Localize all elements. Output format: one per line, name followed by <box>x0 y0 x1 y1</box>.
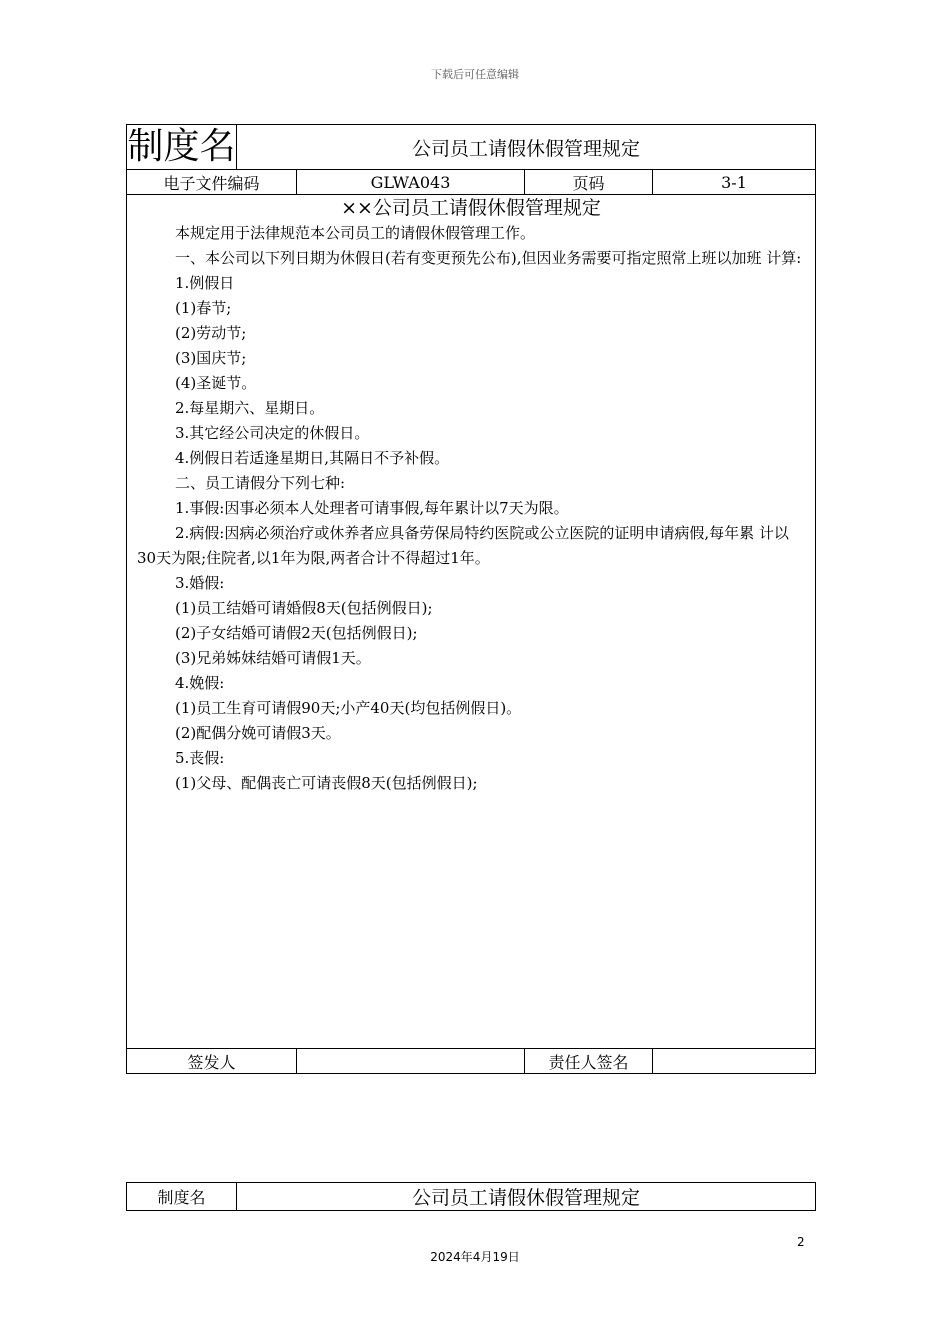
list-item: 1.例假日 <box>175 274 235 292</box>
regulation-name-label: 制度名 <box>127 125 237 170</box>
list-item: 3.其它经公司决定的休假日。 <box>175 424 370 442</box>
footer-name-label: 制度名 <box>127 1183 237 1211</box>
list-item: (1)员工结婚可请婚假8天(包括例假日); <box>175 599 433 617</box>
list-item: (1)父母、配偶丧亡可请丧假8天(包括例假日); <box>175 774 478 792</box>
document-title: ××公司员工请假休假管理规定 <box>341 197 601 219</box>
paragraph: 本规定用于法律规范本公司员工的请假休假管理工作。 <box>175 224 536 242</box>
list-item: 二、员工请假分下列七种: <box>175 474 346 492</box>
list-item: 4.娩假: <box>175 674 225 692</box>
file-code-value: GLWA043 <box>297 170 525 195</box>
list-item: (4)圣诞节。 <box>175 374 257 392</box>
list-item: (2)劳动节; <box>175 324 247 342</box>
document-body <box>127 195 816 1049</box>
document-date: 2024年4月19日 <box>430 1250 520 1264</box>
signer-field[interactable] <box>297 1049 525 1074</box>
list-item: 4.例假日若适逢星期日,其隔日不予补假。 <box>175 449 450 467</box>
list-item: (2)子女结婚可请假2天(包括例假日); <box>175 624 418 642</box>
signer-label: 签发人 <box>127 1049 297 1074</box>
list-item: (1)春节; <box>175 299 232 317</box>
paragraph: 一、本公司以下列日期为休假日(若有变更预先公布),但因业务需要可指定照常上班以加班 计算: <box>175 249 802 267</box>
header-note: 下载后可任意编辑 <box>431 68 519 81</box>
file-code-label: 电子文件编码 <box>127 170 297 195</box>
list-item: (3)兄弟姊妹结婚可请假1天。 <box>175 649 371 667</box>
page-value: 3-1 <box>653 170 816 195</box>
list-item: (1)员工生育可请假90天;小产40天(均包括例假日)。 <box>175 699 522 717</box>
paragraph: 2.病假:因病必须治疗或休养者应具备劳保局特约医院或公立医院的证明申请病假,每年累 计以30天为限;住院者,以1年为限,两者合计不得超过1年。 <box>137 524 789 567</box>
next-page-table <box>126 1182 816 1211</box>
page-label: 页码 <box>525 170 653 195</box>
list-item: 3.婚假: <box>175 574 225 592</box>
list-item: 1.事假:因事必须本人处理者可请事假,每年累计以7天为限。 <box>175 499 569 517</box>
list-item: 2.每星期六、星期日。 <box>175 399 325 417</box>
regulation-title: 公司员工请假休假管理规定 <box>237 125 816 170</box>
page-number: 2 <box>797 1235 805 1249</box>
list-item: (2)配偶分娩可请假3天。 <box>175 724 341 742</box>
list-item: 5.丧假: <box>175 749 225 767</box>
list-item: (3)国庆节; <box>175 349 247 367</box>
footer-title: 公司员工请假休假管理规定 <box>237 1183 816 1211</box>
responsible-signature-field[interactable] <box>653 1049 816 1074</box>
responsible-label: 责任人签名 <box>525 1049 653 1074</box>
regulation-table <box>126 124 816 1074</box>
